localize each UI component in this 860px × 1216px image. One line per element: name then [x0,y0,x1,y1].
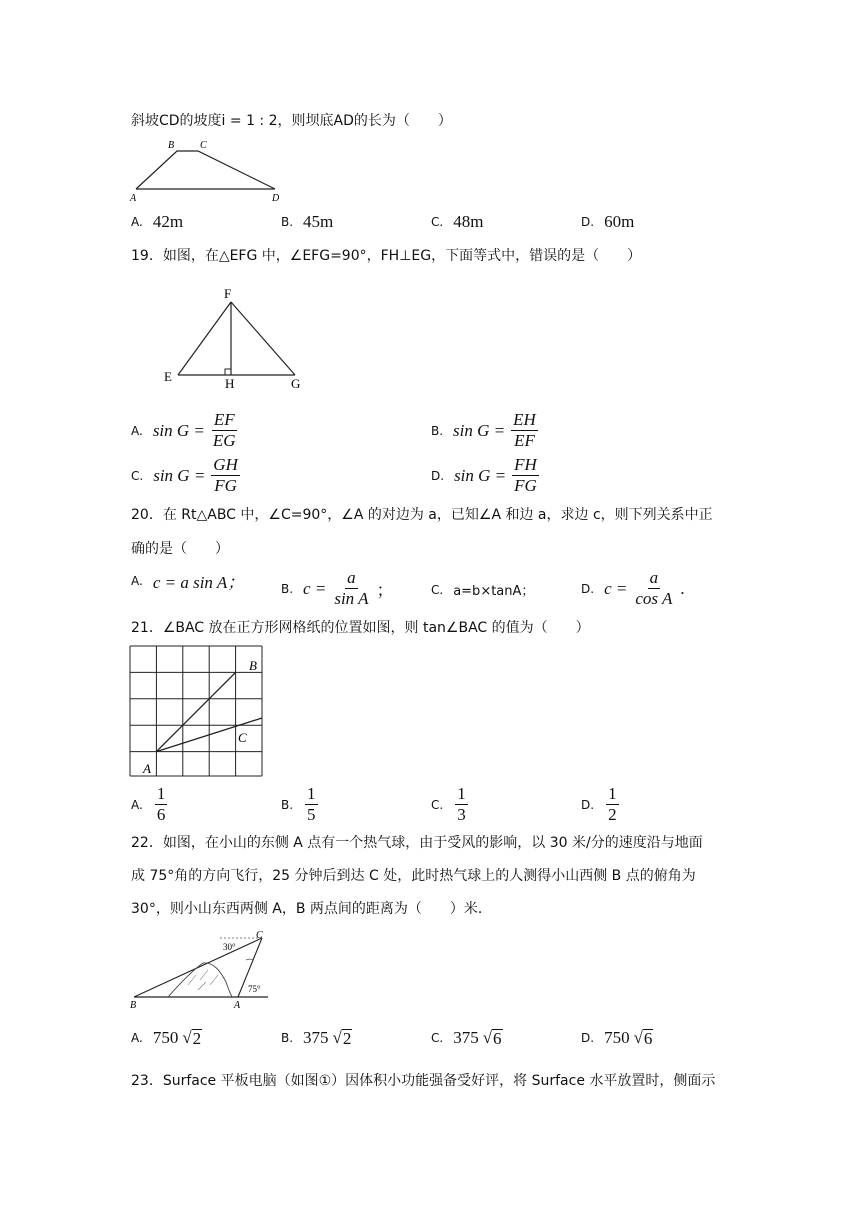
q21-label-b: B [249,658,257,673]
q19-triangle-figure [160,282,310,392]
q19-label-f: F [224,286,232,301]
q18-label-c: C [200,140,207,151]
q18-stem-line: 斜坡CD的坡度i = 1 : 2，则坝底AD的长为（ ） [131,113,452,129]
q22-option-a[interactable]: A. 750 √ 2 [131,1028,202,1048]
q19-option-b[interactable]: B. sin G = $\frac{EH}{EF}$ [431,410,536,450]
q22-option-c[interactable]: C. 375 √ 6 [431,1028,502,1048]
q19-option-a[interactable]: A. sin G = $\frac{EF}{EG}$ [131,410,236,450]
q22-label-75: 75° [248,984,261,994]
q20-stem-line1: 20．在 Rt△ABC 中，∠C=90°，∠A 的对边为 a，已知∠A 和边 a，求边 c，则下列关系中正 [131,507,713,523]
q22-stem-line3: 30°，则小山东西两侧 A，B 两点间的距离为（ ）米． [131,901,492,917]
q23-stem: 23．Surface 平板电脑（如图①）因体积小功能强备受好评，将 Surface 水平放置时，侧面示 [131,1073,716,1089]
q18-option-b[interactable]: B. 45m [281,212,334,231]
q22-option-b[interactable]: B. 375 √ 2 [281,1028,352,1048]
q22-stem-line2: 成 75°角的方向飞行，25 分钟后到达 C 处，此时热气球上的人测得小山西侧 B 点的俯角为 [131,868,696,884]
q22-label-30: 30° [223,942,236,952]
q22-label-a: A [234,1000,241,1011]
q21-option-b[interactable]: B. $\frac{1}{5}$ [281,784,316,824]
q21-label-c: C [238,730,247,745]
q20-stem-line2: 确的是（ ） [131,541,229,557]
q21-stem: 21．∠BAC 放在正方形网格纸的位置如图，则 tan∠BAC 的值为（ ） [131,620,590,636]
q21-option-c[interactable]: C. $\frac{1}{3}$ [431,784,466,824]
q18-option-a[interactable]: A. 42m [131,212,184,231]
q19-stem: 19．如图，在△EFG 中，∠EFG=90°，FH⊥EG，下面等式中，错误的是（ ） [131,248,642,264]
q19-option-d[interactable]: D. sin G = $\frac{FH}{FG}$ [431,455,537,495]
q22-balloon-figure [128,930,273,1012]
q18-label-a: A [130,193,137,204]
q21-option-a[interactable]: A. $\frac{1}{6}$ [131,784,166,824]
q22-option-d[interactable]: D. 750 √ 6 [581,1028,653,1048]
q20-option-a[interactable]: A. c = a sin A； [131,573,245,592]
q18-option-d[interactable]: D. 60m [581,212,635,231]
q21-grid-figure [129,645,269,780]
q18-option-c[interactable]: C. 48m [431,212,484,231]
q21-option-d[interactable]: D. $\frac{1}{2}$ [581,784,617,824]
q19-option-c[interactable]: C. sin G = $\frac{GH}{FG}$ [131,455,238,495]
q20-option-c[interactable]: C. a=b×tanA； [431,582,535,599]
q19-label-e: E [164,369,172,384]
q20-option-b[interactable]: B. c = $\frac{a}{\text{sin A}}$ ； [281,568,394,608]
q19-label-h: H [225,376,235,391]
q22-label-c: C [256,930,263,941]
q18-trapezoid-figure [128,136,288,206]
q21-label-a: A [143,761,151,776]
q18-label-b: B [168,140,175,151]
q19-label-g: G [291,376,301,391]
q22-label-b: B [130,1000,137,1011]
q22-stem-line1: 22．如图，在小山的东侧 A 点有一个热气球，由于受风的影响，以 30 米/分的速度沿与地面 [131,835,703,851]
q20-option-d[interactable]: D. c = $\frac{a}{\text{cos A}}$ . [581,568,685,608]
q18-label-d: D [272,193,280,204]
